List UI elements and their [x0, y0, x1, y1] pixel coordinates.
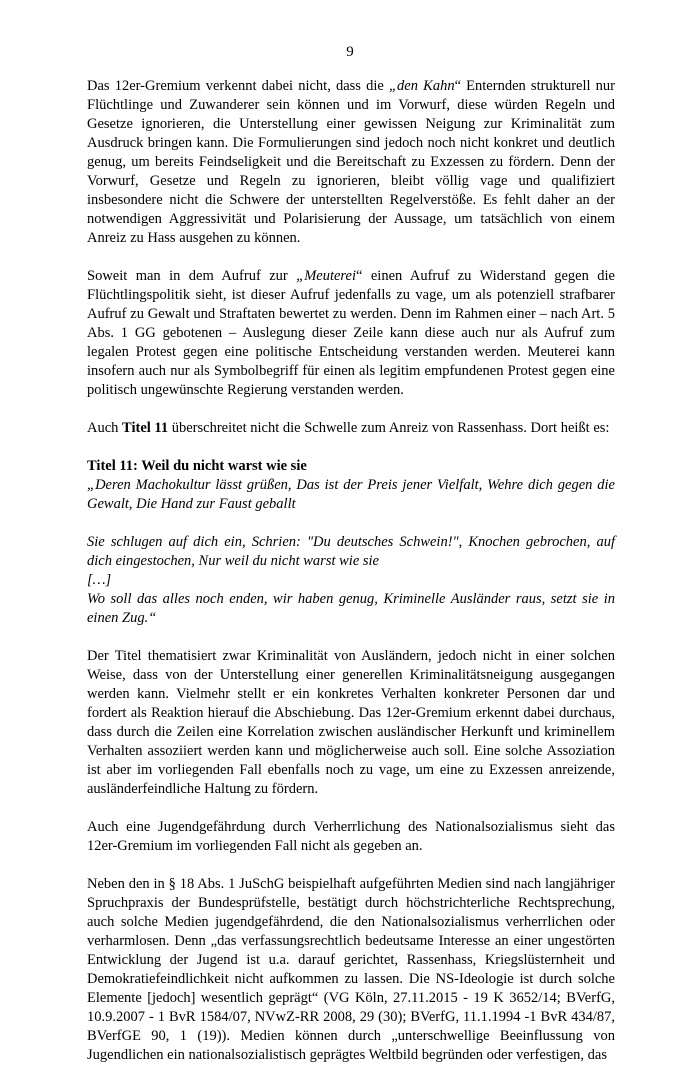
paragraph-6: Neben den in § 18 Abs. 1 JuSchG beispielhaft aufgeführten Medien sind nach langjähriger Spruchpraxis der Bundesprüfstelle, bestätigt durch höchstrichterliche Rechtsprechung, auch solche Medien jugendgefährdend, die den Nationalsozialismus verherrlichen oder verharmlosen. Denn „das verfassungsrechtlich bedeutsame Interesse an einer ungestörten Entwicklung der Jugend ist u.a. darauf gerichtet, Rassenhass, Kriegslüsternheit und Demokratiefeindlichkeit nicht aufkommen zu lassen. Die NS-Ideologie ist durch solche Elemente [jedoch] wesentlich geprägt“ (VG Köln, 27.11.2015 - 19 K 3652/14; BVerfG, 10.9.2007 - 1 BvR 1584/07, NVwZ-RR 2008, 29 (30); BVerfG, 11.1.1994 -1 BvR 434/87, BVerfGE 90, 1 (19)). Medien können durch „unterschwellige Beeinflussung von Jugendlichen ein nationalsozialistisch geprägtes Weltbild begründen oder verfestigen, das — [87, 876, 615, 1063]
paragraph-1 — [87, 77, 615, 248]
paragraph-2-text-b: “ einen Aufruf zu Widerstand gegen die Flüchtlingspolitik sieht, ist dieser Aufruf jedenfalls zu vage, um als potenziell strafbarer Aufruf zu Gewalt und Straftaten bewertet zu werden. Denn im Rahmen einer – nach Art. 5 Abs. 1 GG gebotenen – Auslegung dieser Zeile kann diese auch nur als Aufruf zum legalen Protest gegen eine politische Entscheidung verstanden werden. Meuterei kann insofern auch nur als Symbolbegriff für einen als legitim empfundenen Protest gegen eine politisch ungewünschte Regierung verstanden werden. — [87, 268, 615, 398]
paragraph-1-text-a: Das 12er-Gremium verkennt dabei nicht, dass die — [87, 78, 389, 94]
paragraph-1-quote-den-kahn: „den Kahn — [388, 78, 455, 94]
paragraph-2-quote-meuterei: „Meuterei — [296, 268, 357, 284]
lyrics-quote-3: Wo soll das alles noch enden, wir haben genug, Kriminelle Ausländer raus, setzt sie in einen Zug.“ — [87, 591, 615, 626]
paragraph-2 — [87, 267, 615, 400]
title-11-heading: Titel 11: Weil du nicht warst wie sie — [87, 458, 307, 474]
document-body — [87, 77, 615, 1065]
paragraph-5: Auch eine Jugendgefährdung durch Verherrlichung des Nationalsozialismus sieht das 12er-Gremium im vorliegenden Fall nicht als gegeben an. — [87, 819, 615, 854]
paragraph-3 — [87, 419, 615, 438]
lyrics-quote-2: Sie schlugen auf dich ein, Schrien: "Du deutsches Schwein!", Knochen gebrochen, auf dich eingestochen, Nur weil du nicht warst wie sie — [87, 534, 615, 569]
page-number: 9 — [346, 44, 354, 60]
paragraph-3-bold-title: Titel 11 — [122, 420, 169, 436]
lyrics-ellipsis: […] — [87, 572, 112, 588]
paragraph-2-text-a: Soweit man in dem Aufruf zur — [87, 268, 297, 284]
paragraph-1-text-b: “ Enternden strukturell nur Flüchtlinge und Zuwanderer sein können und im Vorwurf, diese würden Regeln und Gesetze ignorieren, die Unterstellung einer gewissen Neigung zur Kriminalität zum Ausdruck bringen kann. Die Formulierungen sind jedoch noch nicht konkret und deutlich genug, um bereits Feindseligkeit und die Bereitschaft zu Exzessen zu fördern. Denn der Vorwurf, Gesetze und Regeln zu ignorieren, bleibt völlig vage und qualifiziert insbesondere nicht die Schwere der unterstellten Regelverstöße. Es fehlt daher an der notwendigen Aggressivität und Polarisierung der Aussage, um tatsächlich von einem Anreiz zu Hass ausgehen zu können. — [87, 78, 616, 246]
paragraph-4: Der Titel thematisiert zwar Kriminalität von Ausländern, jedoch nicht in einer solchen Weise, dass von der Unterstellung einer generellen Kriminalitätsneigung ausgegangen werden kann. Vielmehr stellt er ein konkretes Verhalten konkreter Personen dar und fordert als Reaktion hierauf die Abschiebung. Das 12er-Gremium erkennt dabei durchaus, dass durch die Zeilen eine Korrelation zwischen ausländischer Herkunft und kriminellem Verhalten assoziiert werden kann und möglicherweise auch soll. Eine solche Assoziation ist aber im vorliegenden Fall ebenfalls noch zu vage, um eine zu Exzessen anreizende, ausländerfeindliche Haltung zu fördern. — [87, 648, 615, 797]
paragraph-3-text-a: Auch — [87, 420, 123, 436]
paragraph-3-text-b: überschreitet nicht die Schwelle zum Anreiz von Rassenhass. Dort heißt es: — [168, 420, 610, 436]
lyrics-quote-1: „Deren Machokultur lässt grüßen, Das ist der Preis jener Vielfalt, Wehre dich gegen die Gewalt, Die Hand zur Faust geballt — [87, 477, 615, 512]
